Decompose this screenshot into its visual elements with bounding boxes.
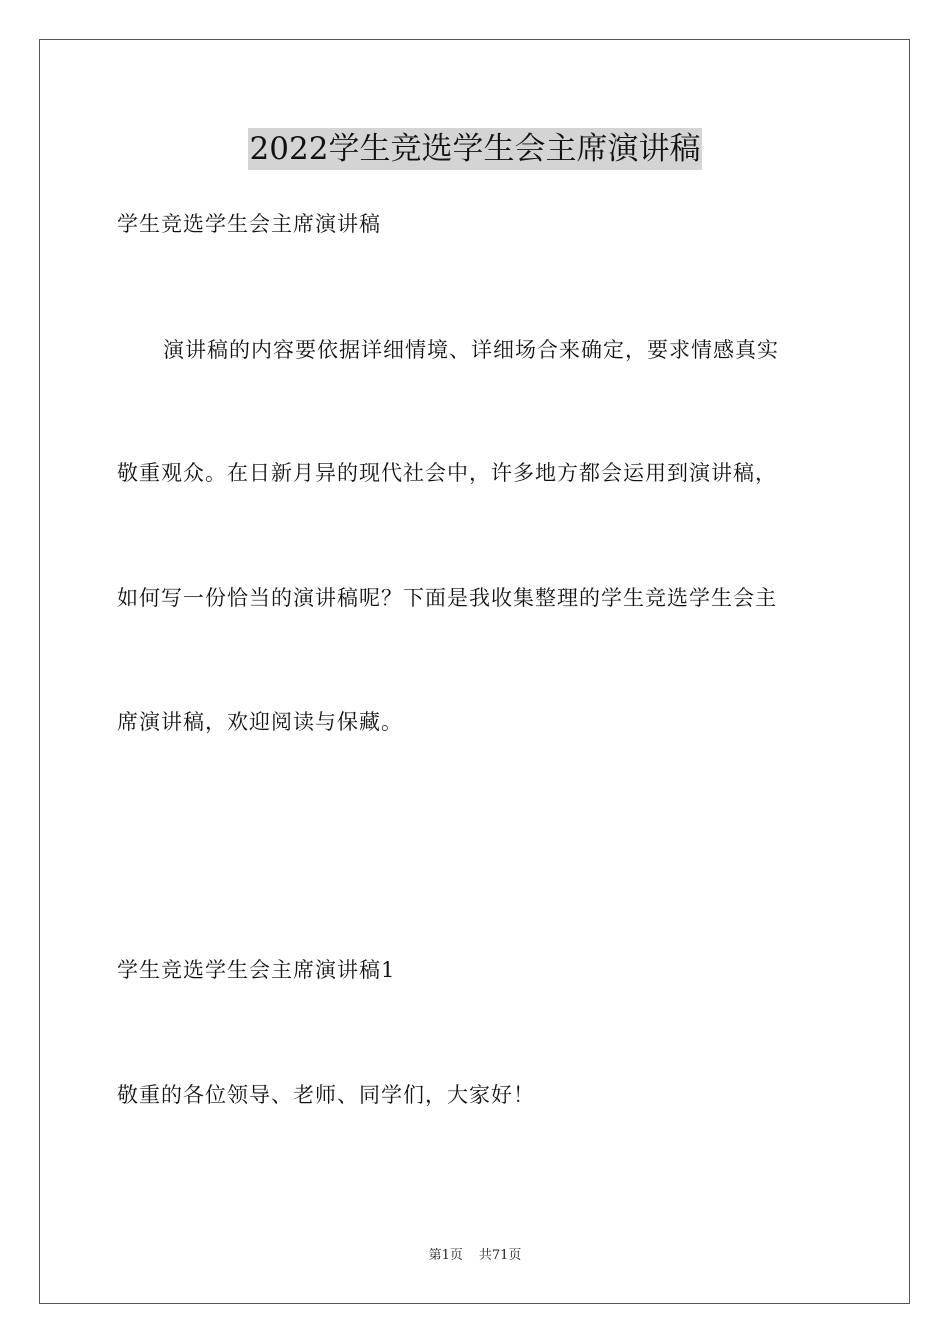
intro-line-4: 席演讲稿，欢迎阅读与保藏。 (117, 710, 403, 734)
page-footer (0, 1247, 950, 1265)
intro-line-3: 如何写一份恰当的演讲稿呢？下面是我收集整理的学生竞选学生会主 (117, 586, 777, 610)
page-number-total: 共71页 (478, 1248, 522, 1263)
title-container (0, 128, 950, 170)
page-number-current: 第1页 (428, 1248, 463, 1263)
section-heading: 学生竞选学生会主席演讲稿1 (117, 958, 396, 982)
document-subtitle: 学生竞选学生会主席演讲稿 (117, 212, 381, 236)
intro-line-2: 敬重观众。在日新月异的现代社会中，许多地方都会运用到演讲稿， (117, 461, 777, 485)
intro-line-1: 演讲稿的内容要依据详细情境、详细场合来确定，要求情感真实 (163, 338, 779, 362)
greeting-line: 敬重的各位领导、老师、同学们，大家好！ (117, 1083, 535, 1107)
document-title: 2022学生竞选学生会主席演讲稿 (248, 128, 703, 170)
